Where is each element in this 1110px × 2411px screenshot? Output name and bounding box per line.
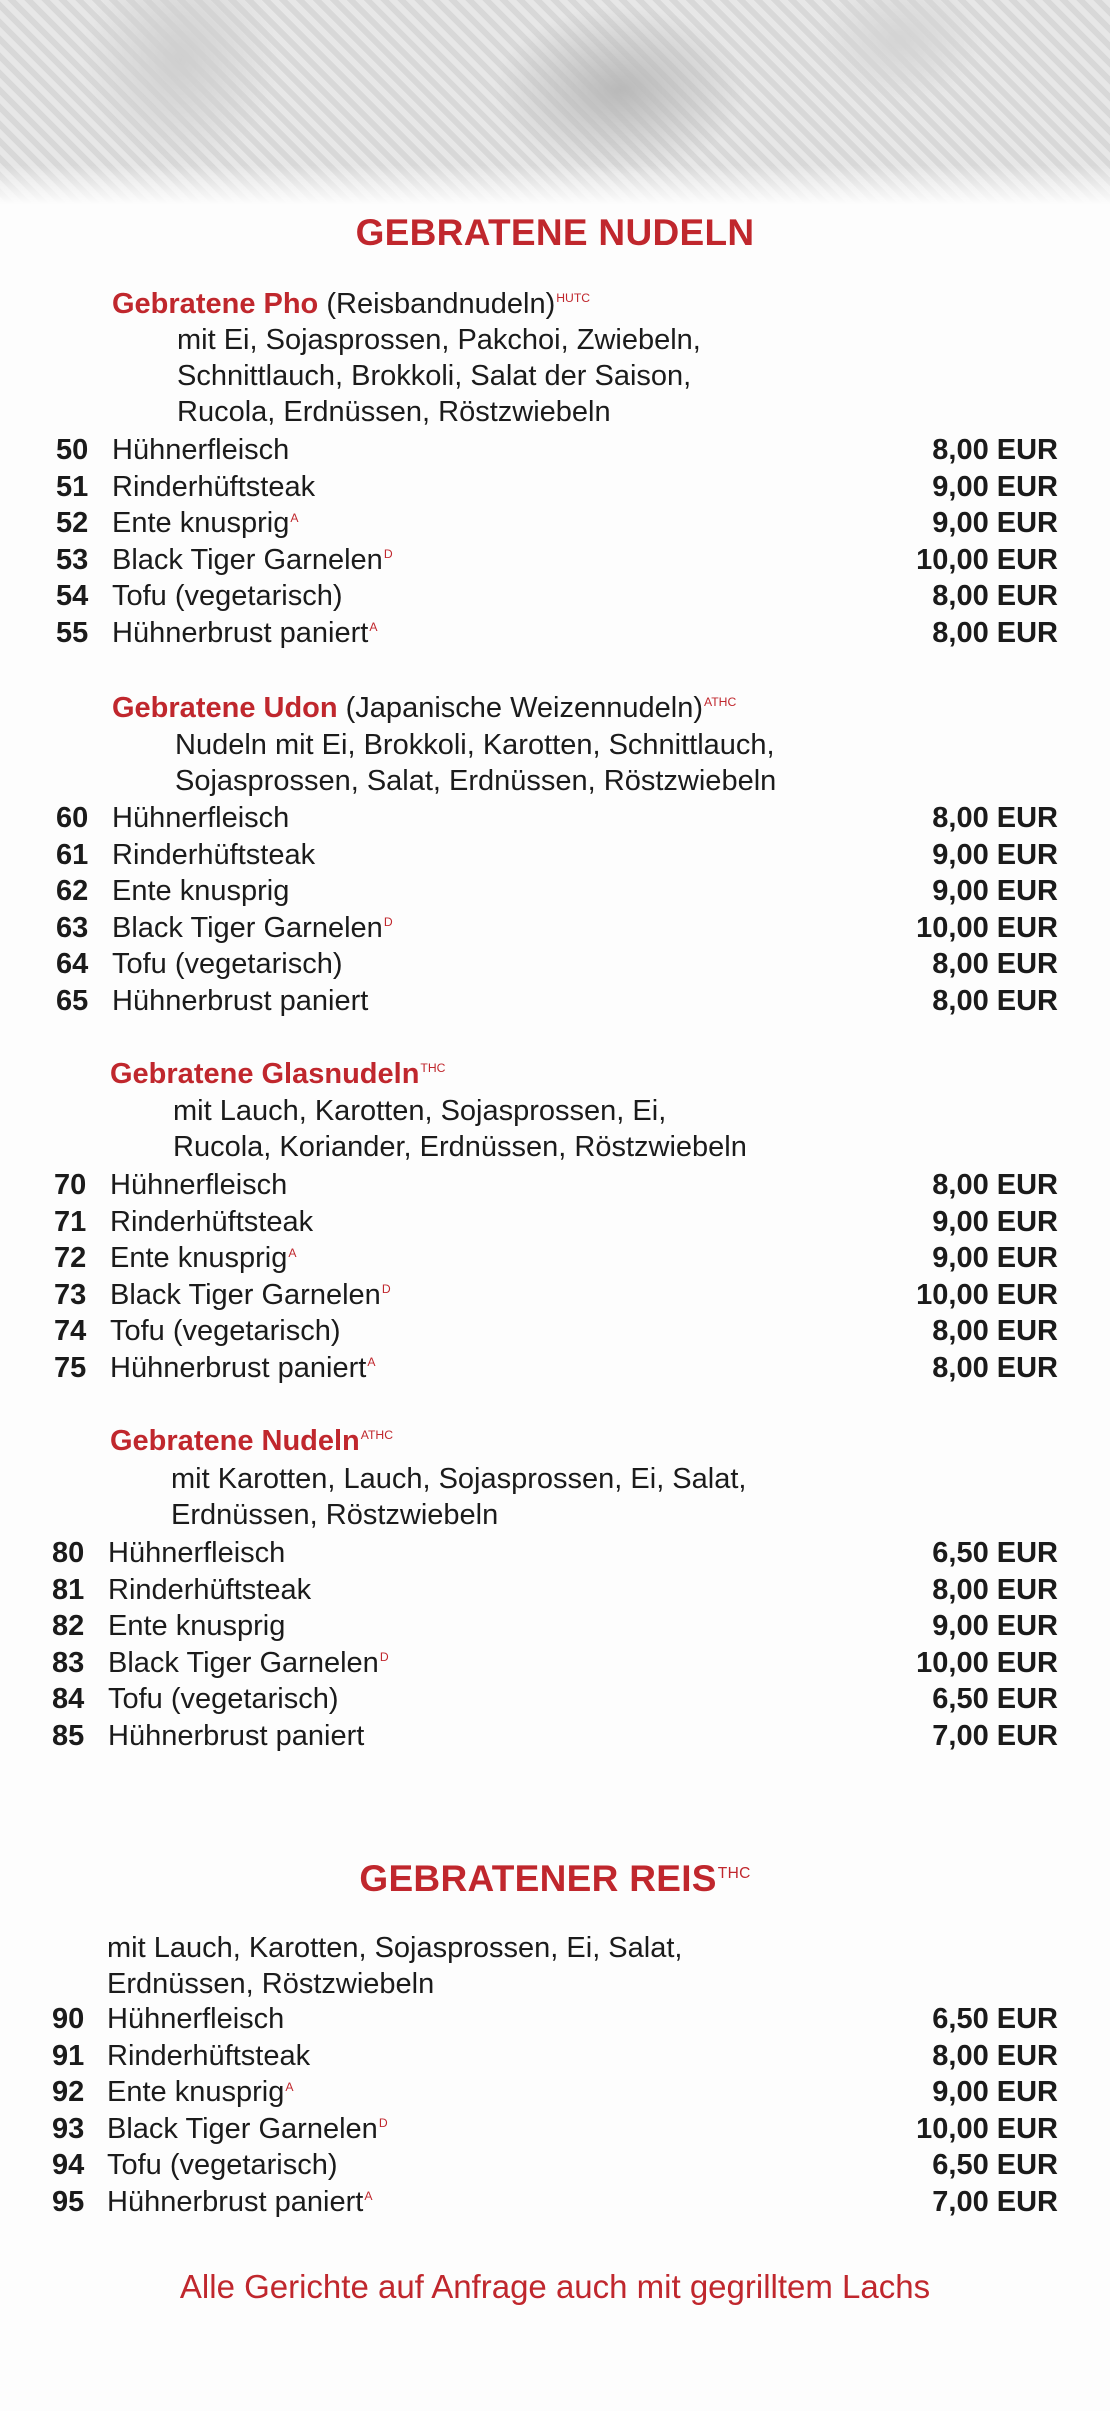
- menu-item-row: [0, 2186, 1110, 2222]
- item-number: 85: [52, 1720, 85, 1752]
- item-price: 8,00 EUR: [932, 1352, 1058, 1384]
- item-price: 9,00 EUR: [932, 470, 1058, 503]
- menu-item-row: [0, 1242, 1110, 1278]
- group-title: [112, 692, 736, 725]
- menu-item-row: [0, 985, 1110, 1021]
- section-title-reis: GEBRATENER $REIS^{THC}$: [359, 1858, 751, 1899]
- item-price: 10,00 EUR: [916, 2112, 1058, 2145]
- item-price: 9,00 EUR: [932, 507, 1058, 540]
- menu-item-row: [0, 1574, 1110, 1610]
- item-price: 8,00 EUR: [932, 1169, 1058, 1201]
- description-line: Sojasprossen, Salat, Erdnüssen, Röstzwiebeln: [175, 765, 777, 797]
- item-price: 8,00 EUR: [932, 1573, 1058, 1606]
- item-name-text: Rinderhüftsteak: [112, 470, 316, 503]
- item-name-text: Hühnerfleisch: [107, 2003, 285, 2035]
- menu-item-row: [0, 912, 1110, 948]
- item-name-text: Black Tiger Garnelen: [110, 1278, 381, 1311]
- item-price: 9,00 EUR: [932, 1242, 1058, 1275]
- item-price: 8,00 EUR: [932, 802, 1058, 834]
- item-price: 8,00 EUR: [932, 2039, 1058, 2072]
- item-price: 6,50 EUR: [932, 2003, 1058, 2035]
- menu-item-row: [0, 839, 1110, 875]
- header-photo: [0, 0, 1110, 205]
- item-number: 70: [54, 1169, 87, 1201]
- menu-item-row: [0, 617, 1110, 653]
- description-line: mit Karotten, Lauch, Sojasprossen, Ei, Salat,: [171, 1463, 747, 1495]
- allergen-code: D: [379, 1650, 389, 1665]
- item-name: [112, 544, 393, 577]
- menu-item-row: [0, 1537, 1110, 1573]
- item-name: [107, 2040, 310, 2073]
- item-name-text: Rinderhüftsteak: [110, 1205, 314, 1238]
- item-name-text: Hühnerbrust paniert: [108, 1720, 365, 1752]
- item-price: 10,00 EUR: [916, 1646, 1058, 1679]
- item-number: 95: [52, 2186, 85, 2218]
- item-number: 84: [52, 1683, 85, 1716]
- item-name: [107, 2003, 284, 2036]
- allergen-code: A: [288, 1245, 297, 1260]
- item-name-text: Hühnerfleisch: [112, 802, 290, 834]
- menu-item-row: [0, 2040, 1110, 2076]
- group-description: [175, 727, 776, 799]
- description-line: mit Lauch, Karotten, Sojasprossen, Ei, Salat,: [107, 1932, 683, 1964]
- section-title-nudeln: GEBRATENE NUDELN: [355, 212, 755, 253]
- item-name: [112, 802, 289, 835]
- group-title: [110, 1058, 445, 1091]
- menu-item-row: [0, 875, 1110, 911]
- item-price: 10,00 EUR: [916, 543, 1058, 576]
- item-number: 52: [56, 507, 89, 540]
- item-name-text: Ente knusprig: [112, 507, 290, 540]
- description-line: Rucola, Erdnüssen, Röstzwiebeln: [177, 396, 611, 428]
- allergen-code: D: [378, 2116, 388, 2131]
- group-name: Gebratene Udon: [112, 692, 338, 724]
- menu-item-row: [0, 434, 1110, 470]
- group-description: [171, 1461, 746, 1533]
- item-name-text: Hühnerbrust paniert: [110, 1352, 367, 1384]
- menu-item-row: [0, 1610, 1110, 1646]
- item-price: 9,00 EUR: [932, 1610, 1058, 1643]
- item-name-text: Tofu (vegetarisch): [108, 1683, 339, 1716]
- allergen-code: A: [367, 1355, 376, 1370]
- item-number: 53: [56, 543, 89, 576]
- item-name: [110, 1352, 375, 1385]
- item-name-text: Black Tiger Garnelen: [112, 543, 383, 576]
- item-name: [112, 507, 298, 540]
- item-number: 80: [52, 1537, 85, 1569]
- menu-item-row: [0, 2003, 1110, 2039]
- group-title: [112, 288, 590, 321]
- item-name: [112, 948, 343, 981]
- item-price: 7,00 EUR: [932, 2186, 1058, 2218]
- menu-item-row: [0, 1206, 1110, 1242]
- item-number: 65: [56, 985, 89, 1017]
- item-name: [110, 1242, 296, 1275]
- item-price: 10,00 EUR: [916, 911, 1058, 944]
- item-number: 93: [52, 2112, 85, 2145]
- menu-item-row: [0, 507, 1110, 543]
- item-number: 72: [54, 1242, 87, 1275]
- group-title: [110, 1425, 393, 1458]
- item-name: [110, 1315, 341, 1348]
- item-price: 8,00 EUR: [932, 617, 1058, 649]
- menu-item-row: [0, 2113, 1110, 2149]
- item-name: [107, 2113, 388, 2146]
- item-number: 74: [54, 1315, 87, 1348]
- item-name: [112, 617, 377, 650]
- item-price: 10,00 EUR: [916, 1278, 1058, 1311]
- menu-item-row: [0, 1647, 1110, 1683]
- item-number: 71: [54, 1205, 87, 1238]
- item-name-text: Ente knusprig: [110, 1242, 288, 1275]
- item-price: 8,00 EUR: [932, 985, 1058, 1017]
- item-name-text: Rinderhüftsteak: [108, 1573, 312, 1606]
- allergen-code: ATHC: [704, 695, 737, 710]
- item-name: [107, 2149, 338, 2182]
- item-price: 9,00 EUR: [932, 2076, 1058, 2109]
- item-name-text: Black Tiger Garnelen: [112, 911, 383, 944]
- item-name-text: Tofu (vegetarisch): [107, 2149, 338, 2182]
- item-price: 8,00 EUR: [932, 580, 1058, 613]
- item-name-text: Hühnerbrust paniert: [112, 617, 369, 649]
- item-number: 83: [52, 1646, 85, 1679]
- allergen-code: D: [381, 1282, 391, 1297]
- allergen-code: THC: [420, 1061, 446, 1076]
- item-price: 9,00 EUR: [932, 838, 1058, 871]
- item-number: 62: [56, 875, 89, 908]
- item-name-text: Tofu (vegetarisch): [112, 948, 343, 981]
- item-number: 50: [56, 434, 89, 466]
- item-name: [108, 1647, 389, 1680]
- item-number: 91: [52, 2039, 85, 2072]
- item-number: 92: [52, 2076, 85, 2109]
- item-name-text: Ente knusprig: [112, 875, 290, 908]
- item-name: [110, 1169, 287, 1202]
- item-number: 60: [56, 802, 89, 834]
- item-number: 82: [52, 1610, 85, 1643]
- menu-item-row: [0, 1279, 1110, 1315]
- group-subtitle: (Japanische Weizennudeln): [337, 692, 703, 724]
- item-price: 6,50 EUR: [932, 1537, 1058, 1569]
- item-number: 51: [56, 470, 89, 503]
- item-name: [112, 985, 368, 1018]
- item-name: [108, 1574, 311, 1607]
- allergen-code: D: [383, 915, 393, 930]
- item-number: 90: [52, 2003, 85, 2035]
- item-number: 54: [56, 580, 89, 613]
- item-name: [107, 2186, 372, 2219]
- group-name: Gebratene Glasnudeln: [110, 1058, 420, 1090]
- description-line: Erdnüssen, Röstzwiebeln: [171, 1499, 499, 1531]
- item-name-text: Hühnerfleisch: [108, 1537, 286, 1569]
- menu-item-row: [0, 948, 1110, 984]
- item-name-text: Hühnerbrust paniert: [112, 985, 369, 1017]
- description-line: Nudeln mit Ei, Brokkoli, Karotten, Schnittlauch,: [175, 729, 775, 761]
- item-name: [108, 1610, 285, 1643]
- description-line: Rucola, Koriander, Erdnüssen, Röstzwiebeln: [173, 1131, 747, 1163]
- menu-item-row: [0, 471, 1110, 507]
- item-name-text: Ente knusprig: [107, 2076, 285, 2109]
- item-name: [108, 1720, 364, 1753]
- allergen-code: A: [290, 510, 299, 525]
- group-name: Gebratene Nudeln: [110, 1425, 360, 1457]
- item-number: 73: [54, 1278, 87, 1311]
- item-number: 94: [52, 2149, 85, 2182]
- item-price: 8,00 EUR: [932, 434, 1058, 466]
- item-name: [110, 1206, 313, 1239]
- item-name-text: Black Tiger Garnelen: [108, 1646, 379, 1679]
- menu-item-row: [0, 2076, 1110, 2112]
- item-number: 64: [56, 948, 89, 981]
- item-price: 7,00 EUR: [932, 1720, 1058, 1752]
- description-line: mit Lauch, Karotten, Sojasprossen, Ei,: [173, 1095, 667, 1127]
- group-name: Gebratene Pho: [112, 288, 319, 320]
- item-name: [112, 434, 289, 467]
- item-name: [108, 1537, 285, 1570]
- menu-item-row: [0, 580, 1110, 616]
- item-name: [112, 580, 343, 613]
- item-price: 8,00 EUR: [932, 1315, 1058, 1348]
- menu-item-row: [0, 1315, 1110, 1351]
- allergen-code: D: [383, 547, 393, 562]
- item-name-text: Ente knusprig: [108, 1610, 286, 1643]
- item-number: 55: [56, 617, 89, 649]
- allergen-code: HUTC: [556, 291, 591, 306]
- item-name: [112, 875, 289, 908]
- menu-item-row: [0, 1352, 1110, 1388]
- item-name: [112, 839, 315, 872]
- item-price: 9,00 EUR: [932, 1205, 1058, 1238]
- description-line: Schnittlauch, Brokkoli, Salat der Saison,: [177, 360, 692, 392]
- group-description: [173, 1093, 747, 1165]
- menu-item-row: [0, 544, 1110, 580]
- menu-item-row: [0, 1720, 1110, 1756]
- group-description: [177, 322, 701, 430]
- item-number: 81: [52, 1573, 85, 1606]
- description-line: Erdnüssen, Röstzwiebeln: [107, 1968, 435, 2000]
- allergen-code: ATHC: [360, 1428, 394, 1443]
- item-number: 61: [56, 838, 89, 871]
- item-number: 63: [56, 911, 89, 944]
- item-name-text: Black Tiger Garnelen: [107, 2112, 378, 2145]
- item-number: 75: [54, 1352, 87, 1384]
- item-name-text: Hühnerfleisch: [110, 1169, 288, 1201]
- menu-item-row: [0, 1169, 1110, 1205]
- footer-note: Alle Gerichte auf Anfrage auch mit gegrilltem Lachs: [179, 2268, 931, 2305]
- item-price: 6,50 EUR: [932, 2149, 1058, 2182]
- item-name-text: Tofu (vegetarisch): [112, 580, 343, 613]
- item-name-text: Hühnerfleisch: [112, 434, 290, 466]
- group-subtitle: (Reisbandnudeln): [318, 288, 556, 320]
- allergen-code: A: [364, 2189, 373, 2204]
- menu-item-row: [0, 2149, 1110, 2185]
- item-name: [108, 1683, 339, 1716]
- item-price: 6,50 EUR: [932, 1683, 1058, 1716]
- reis-description: [107, 1930, 682, 2002]
- description-line: mit Ei, Sojasprossen, Pakchoi, Zwiebeln,: [177, 324, 701, 356]
- menu-item-row: [0, 1683, 1110, 1719]
- allergen-code: A: [285, 2079, 294, 2094]
- item-name-text: Tofu (vegetarisch): [110, 1315, 341, 1348]
- item-name: [107, 2076, 293, 2109]
- item-name: [112, 471, 315, 504]
- item-name-text: Rinderhüftsteak: [112, 838, 316, 871]
- menu-item-row: [0, 802, 1110, 838]
- item-price: 9,00 EUR: [932, 875, 1058, 908]
- item-price: 8,00 EUR: [932, 948, 1058, 981]
- item-name: [110, 1279, 391, 1312]
- item-name-text: Rinderhüftsteak: [107, 2039, 311, 2072]
- item-name: [112, 912, 393, 945]
- allergen-code: A: [369, 620, 378, 635]
- item-name-text: Hühnerbrust paniert: [107, 2186, 364, 2218]
